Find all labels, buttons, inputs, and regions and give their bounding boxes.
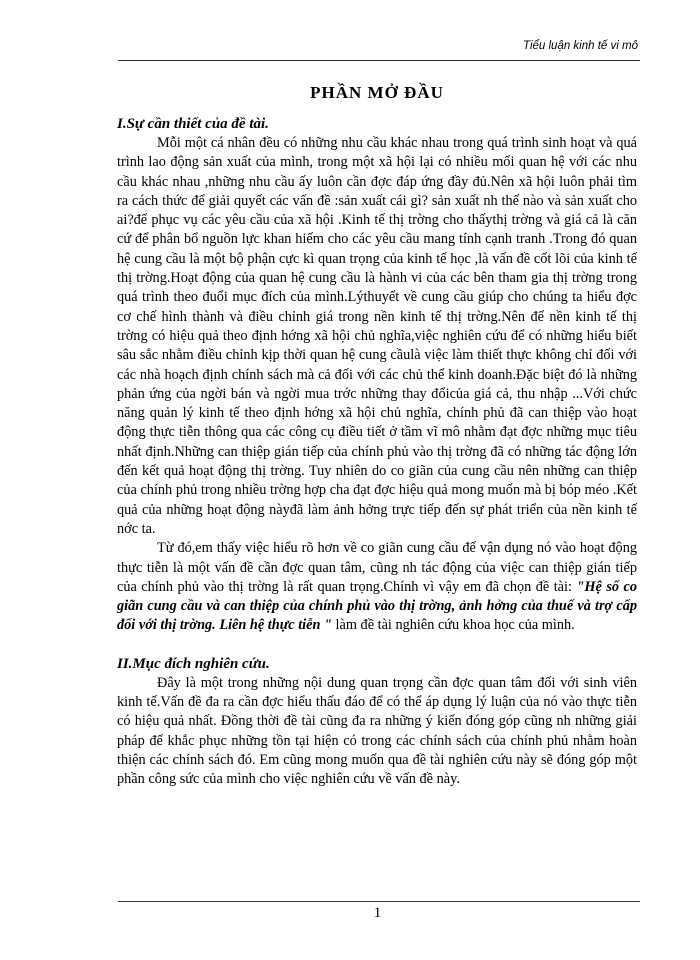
paragraph-1: Mỗi một cá nhân đều có những nhu cầu khác nhau trong quá trình sinh hoạt và quá trình lao động sản xuất của mình, trong một xã hội lại có nhiều mối quan hệ với các nhu cầu khác nhau ,những nhu cầu ấy luôn cần đợc đáp ứng đầy đủ.Nên xã hội luôn phải tìm ra cách thức để giải quyết các vấn đề :sản xuất cái gì? sản xuất nh thế nào và sản xuất cho ai?để phục vụ các yêu cầu của xã hội .Kinh tế thị trờng cho thấythị trờng và giá cả là căn cứ để phân bổ nguồn lực khan hiếm cho các yêu cầu mang tính cạnh tranh .Trong đó quan hệ cung cầu là một bộ phận cực kì quan trọng của kinh tế học ,là vấn đề cốt lõi của kinh tế thị trờng.Hoạt động của quan hệ cung cầu là hành vi của các bên tham gia thị trờng trong quá trình theo đuổi mục đích của mình.Lýthuyết về cung cầu giúp cho chúng ta hiểu đợc cơ chế hình thành và điều chỉnh giá trong nền kinh tế thị trờng.Nên để nền kinh tế thị trờng có hiệu quả theo định hớng xã hội chủ nghĩa,việc nghiên cứu để có những hiểu biết sâu sắc nhằm điều chỉnh kịp thời quan hệ cung cầulà việc làm thiết thực không chỉ đối với các nhà hoạch định chính sách mà cả đối với các chủ thể kinh doanh.Đặc biệt đó là những phản ứng của ngời bán và ngời mua trớc những thay đổicủa giá cả, thu nhập ...Với chức năng quản lý kinh tế theo định hớng xã hội chủ nghĩa, chính phủ đã can thiệp vào hoạt động thực tiễn thông qua các công cụ điều tiết ở tầm vĩ mô nhằm đạt đợc những mục tiêu nhất định.Những can thiệp gián tiếp của chính phủ vào thị trờng đã có những tác động lớn đến kết quả hoạt động thị trờng. Tuy nhiên do co giãn của cung cầu nên những can thiệp của chính phủ trong nhiều trờng hợp cha đạt đợc hiệu quả mong muốn mà bị bóp méo .Kết quả của những hoạt động nàyđã làm ảnh hởng trực tiếp đến sự phát triển của nền kinh tế nớc ta. [117, 135, 637, 537]
header-rule [118, 60, 640, 61]
paragraph-3: Đây là một trong những nội dung quan trọng cần đợc quan tâm đối với sinh viên kinh tế.Vấn đề đa ra cần đợc hiểu thấu đáo để có thể áp dụng lý luận của nó vào thực tiễn có hiệu quả nhất. Đồng thời đề tài cũng đa ra những ý kiến đóng góp cũng nh những giải pháp để khắc phục những tồn tại hiện có trong các chính sách của chính phủ nhằm hoàn thiện các chính sách đó. Em cũng mong muốn qua đề tài nghiên cứu này sẽ đóng góp một phần công sức của mình cho việc nghiên cứu về vấn đề này. [117, 674, 637, 788]
paragraph-2-start: Từ đó,em thấy việc hiểu rõ hơn về co giãn cung cầu để vận dụng nó vào hoạt động thực tiễn là một vấn đề cần đợc quan tâm, cũng nh tác động của việc can thiệp gián tiếp của chính phủ vào thị trờng là rất quan trọng.Chính vì vậy em đã chọn đề tài: [117, 540, 637, 595]
footer-rule [118, 901, 640, 902]
research-topic: "Hệ số co giãn cung cầu và can thiệp của chính phủ vào thị trờng, ảnh hởng của thuế và trợ cấp đối với thị trờng. Liên hệ thực tiễn " [117, 578, 637, 634]
section-gap [117, 636, 637, 655]
paragraph-2-end: làm đề tài nghiên cứu khoa học của mình. [331, 617, 575, 634]
page-number: 1 [373, 905, 382, 921]
section-heading-2: II.Mục đích nghiên cứu. [117, 655, 270, 672]
paragraph-2 [117, 539, 637, 635]
running-header: Tiểu luận kinh tế vi mô [523, 40, 638, 52]
page-title: PHẦN MỞ ĐẦU [310, 83, 444, 102]
section-heading-1: I.Sự cần thiết của đề tài. [117, 116, 269, 132]
document-body [117, 82, 637, 790]
